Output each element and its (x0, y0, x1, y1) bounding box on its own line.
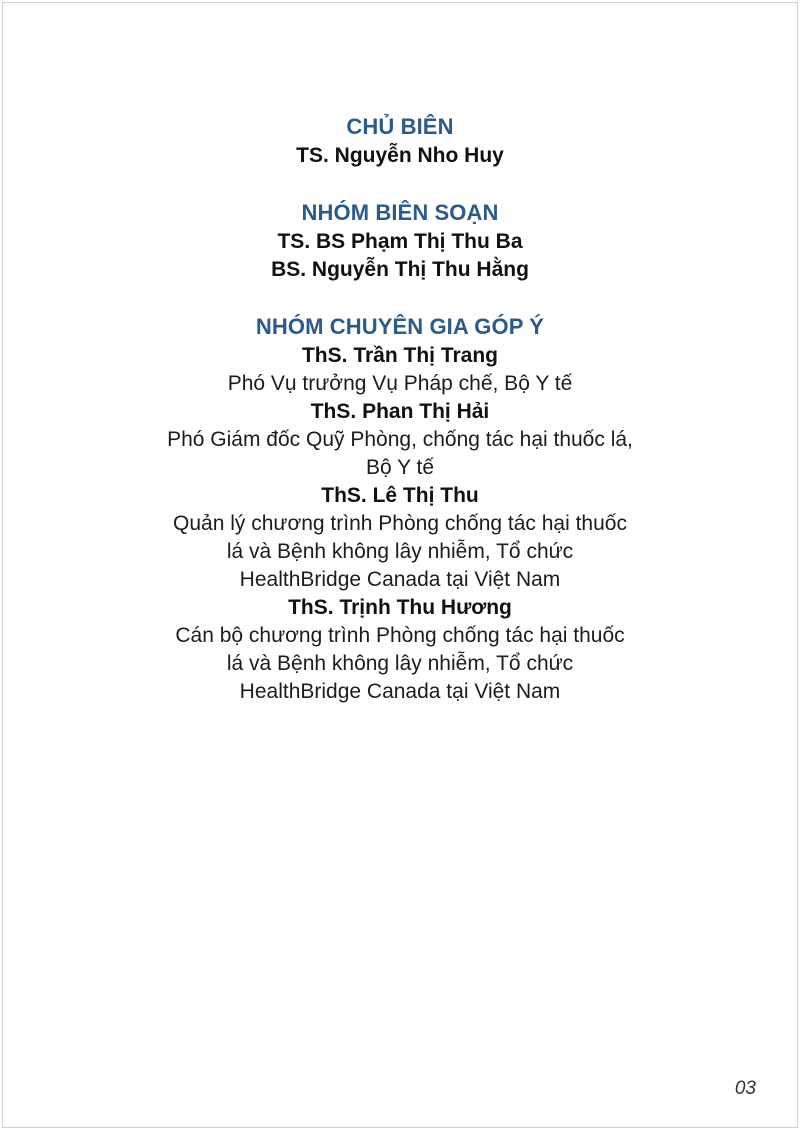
credits-content (0, 112, 800, 734)
expert-name: ThS. Phan Thị Hải (310, 400, 490, 423)
authors-heading: NHÓM BIÊN SOẠN (301, 200, 499, 225)
author-name: BS. Nguyễn Thị Thu Hằng (271, 258, 529, 281)
chief-editor-heading: CHỦ BIÊN (346, 114, 454, 139)
experts-section (0, 312, 800, 706)
expert-name: ThS. Trịnh Thu Hương (288, 596, 512, 619)
expert-role: Phó Giám đốc Quỹ Phòng, chống tác hại thuốc lá, Bộ Y tế (167, 428, 633, 479)
expert-name: ThS. Lê Thị Thu (321, 484, 479, 507)
expert-role: Quản lý chương trình Phòng chống tác hại thuốc lá và Bệnh không lây nhiễm, Tổ chức HealthBridge Canada tại Việt Nam (173, 512, 627, 591)
expert-role: Cán bộ chương trình Phòng chống tác hại thuốc lá và Bệnh không lây nhiễm, Tổ chức HealthBridge Canada tại Việt Nam (175, 624, 625, 703)
chief-editor-name: TS. Nguyễn Nho Huy (296, 144, 504, 167)
author-name: TS. BS Phạm Thị Thu Ba (277, 230, 523, 253)
expert-role: Phó Vụ trưởng Vụ Pháp chế, Bộ Y tế (227, 372, 573, 395)
experts-heading: NHÓM CHUYÊN GIA GÓP Ý (255, 314, 545, 339)
expert-name: ThS. Trần Thị Trang (301, 344, 498, 367)
page-number: 03 (734, 1078, 756, 1099)
chief-editor-section (0, 112, 800, 170)
authors-section (0, 198, 800, 284)
